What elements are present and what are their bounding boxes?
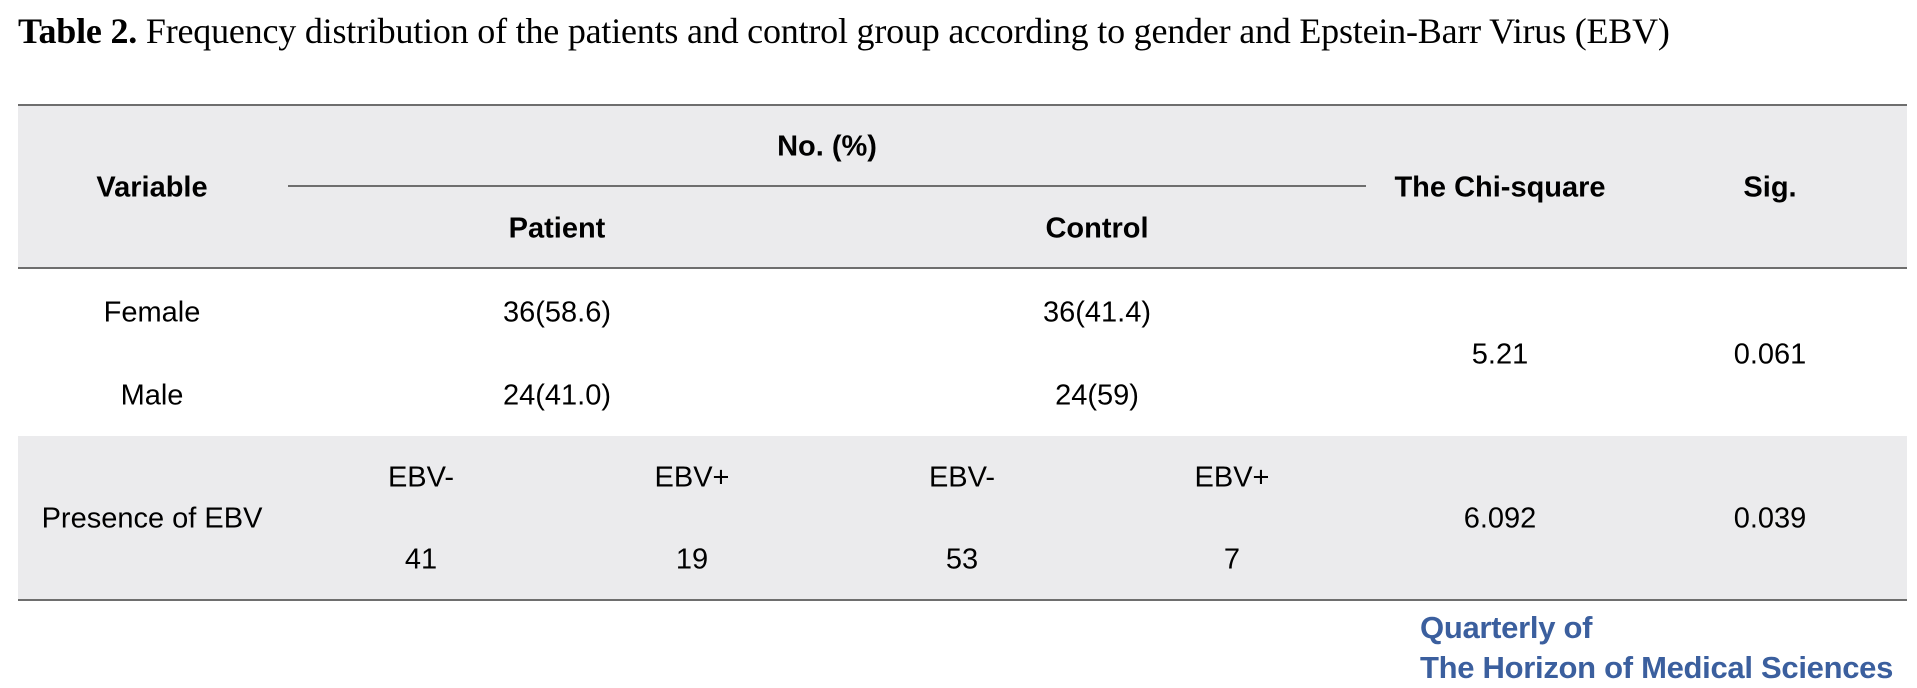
control-ebv-positive-label: EBV+ bbox=[1194, 461, 1270, 494]
header-group: No. (%) bbox=[777, 130, 877, 163]
male-control-value: 24(59) bbox=[1055, 379, 1139, 412]
table-bottom-rule bbox=[18, 599, 1907, 601]
group-header-rule bbox=[288, 185, 1366, 187]
journal-logo-line-2: The Horizon of Medical Sciences bbox=[1420, 650, 1894, 685]
table-title: Frequency distribution of the patients and control group according to gender and Epstein-Barr Virus (EBV) bbox=[137, 11, 1670, 51]
header-chi-square: The Chi-square bbox=[1394, 171, 1606, 204]
female-patient-value: 36(58.6) bbox=[502, 296, 612, 329]
header-control: Control bbox=[1045, 212, 1149, 245]
patient-ebv-positive-label: EBV+ bbox=[654, 461, 730, 494]
journal-logo-line-1: Quarterly of bbox=[1420, 610, 1593, 645]
journal-logo bbox=[1420, 608, 1893, 688]
patient-ebv-negative-label: EBV- bbox=[387, 461, 455, 494]
table-top-rule bbox=[18, 104, 1907, 106]
table-label: Table 2. bbox=[18, 11, 138, 51]
female-label: Female bbox=[103, 296, 201, 329]
header-sig: Sig. bbox=[1743, 171, 1797, 204]
header-variable: Variable bbox=[96, 171, 208, 204]
header-bottom-rule bbox=[18, 267, 1907, 269]
header-patient: Patient bbox=[508, 212, 606, 245]
male-label: Male bbox=[120, 379, 184, 412]
gender-chi-square-value: 5.21 bbox=[1471, 338, 1529, 371]
patient-ebv-positive-value: 19 bbox=[675, 543, 709, 576]
control-ebv-negative-value: 53 bbox=[945, 543, 979, 576]
male-patient-value: 24(41.0) bbox=[502, 379, 612, 412]
patient-ebv-negative-value: 41 bbox=[404, 543, 438, 576]
control-ebv-positive-value: 7 bbox=[1223, 543, 1241, 576]
control-ebv-negative-label: EBV- bbox=[928, 461, 996, 494]
female-control-value: 36(41.4) bbox=[1042, 296, 1152, 329]
gender-sig-value: 0.061 bbox=[1733, 338, 1807, 371]
ebv-sig-value: 0.039 bbox=[1733, 502, 1807, 535]
table-caption bbox=[18, 10, 1670, 52]
ebv-label: Presence of EBV bbox=[41, 502, 263, 535]
ebv-chi-square-value: 6.092 bbox=[1463, 502, 1537, 535]
